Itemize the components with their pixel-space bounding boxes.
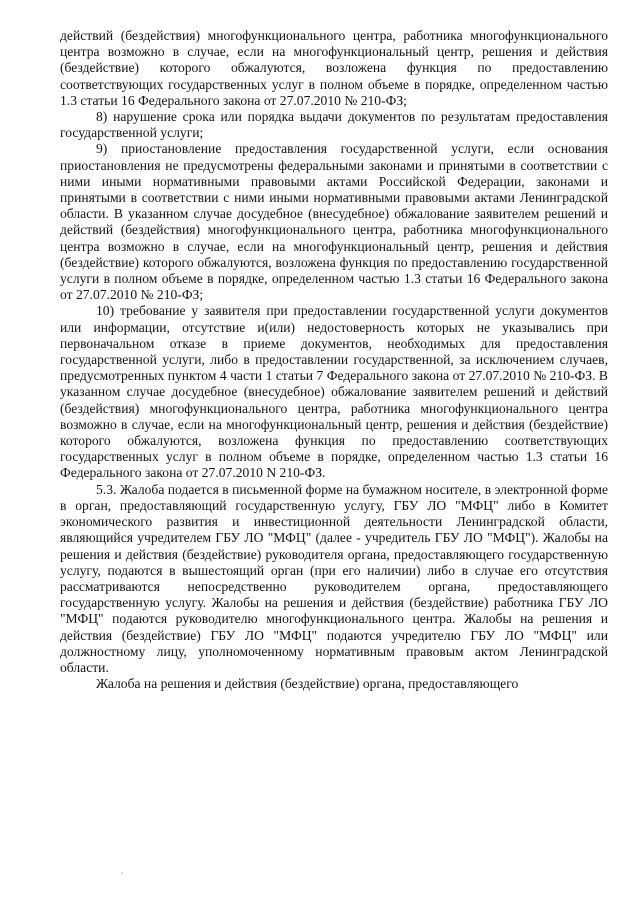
paragraph-section-5-3: 5.3. Жалоба подается в письменной форме на бумажном носителе, в электронной форме в орган, предоставляющий государственную услугу, ГБУ ЛО "МФЦ" либо в Комитет экономического развития и инвестиционной деятельности Ленинградской области, являющийся учредителем ГБУ ЛО "МФЦ" (далее - учредитель ГБУ ЛО "МФЦ"). Жалобы на решения и действия (бездействие) руководителя органа, предоставляющего государственную услугу, подаются в вышестоящий орган (при его наличии) либо в случае его отсутствия рассматриваются непосредственно руководителем органа, предоставляющего государственную услугу. Жалобы на решения и действия (бездействие) работника ГБУ ЛО "МФЦ" подаются руководителю многофункционального центра. Жалобы на решения и действия (бездействие) ГБУ ЛО "МФЦ" подаются учредителю ГБУ ЛО "МФЦ" или должностному лицу, уполномоченному нормативным правовым актом Ленинградской области. bbox=[60, 481, 608, 675]
paragraph-item-9: 9) приостановление предоставления государственной услуги, если основания приостановления не предусмотрены федеральными законами и принятыми в соответствии с ними иными нормативными правовыми актами Российской Федерации, законами и принятыми в соответствии с ними иными нормативными правовыми актами Ленинградской области. В указанном случае досудебное (внесудебное) обжалование заявителем решений и действий (бездействия) многофункционального центра, работника многофункционального центра возможно в случае, если на многофункциональный центр, решения и действия (бездействие) которого обжалуются, возложена функция по предоставлению государственной услуги в полном объеме в порядке, определенном частью 1.3 статьи 16 Федерального закона от 27.07.2010 № 210-ФЗ; bbox=[60, 141, 608, 303]
document-page bbox=[60, 28, 608, 692]
paragraph-continuation: действий (бездействия) многофункционального центра, работника многофункционального центра возможно в случае, если на многофункциональный центр, решения и действия (бездействие) которого обжалуются, возложена функция по предоставлению соответствующих государственных услуг в полном объеме в порядке, определенном частью 1.3 статьи 16 Федерального закона от 27.07.2010 № 210-ФЗ; bbox=[60, 28, 608, 108]
paragraph-item-10: 10) требование у заявителя при предоставлении государственной услуги документов или информации, отсутствие и(или) недостоверность которых не указывались при первоначальном отказе в приеме документов, необходимых для предоставления государственной услуги, либо в предоставлении государственной, за исключением случаев, предусмотренных пунктом 4 части 1 статьи 7 Федерального закона от 27.07.2010 № 210-ФЗ. В указанном случае досудебное (внесудебное) обжалование заявителем решений и действий (бездействия) многофункционального центра, работника многофункционального центра возможно в случае, если на многофункциональный центр, решения и действия (бездействие) которого обжалуются, возложена функция по предоставлению соответствующих государственных услуг в полном объеме в порядке, определенном частью 1.3 статьи 16 Федерального закона от 27.07.2010 N 210-ФЗ. bbox=[60, 303, 608, 481]
scan-speck bbox=[121, 872, 123, 874]
paragraph-complaint-start: Жалоба на решения и действия (бездействие) органа, предоставляющего bbox=[96, 676, 519, 692]
paragraph-item-8: 8) нарушение срока или порядка выдачи документов по результатам предоставления государственной услуги; bbox=[60, 109, 608, 141]
